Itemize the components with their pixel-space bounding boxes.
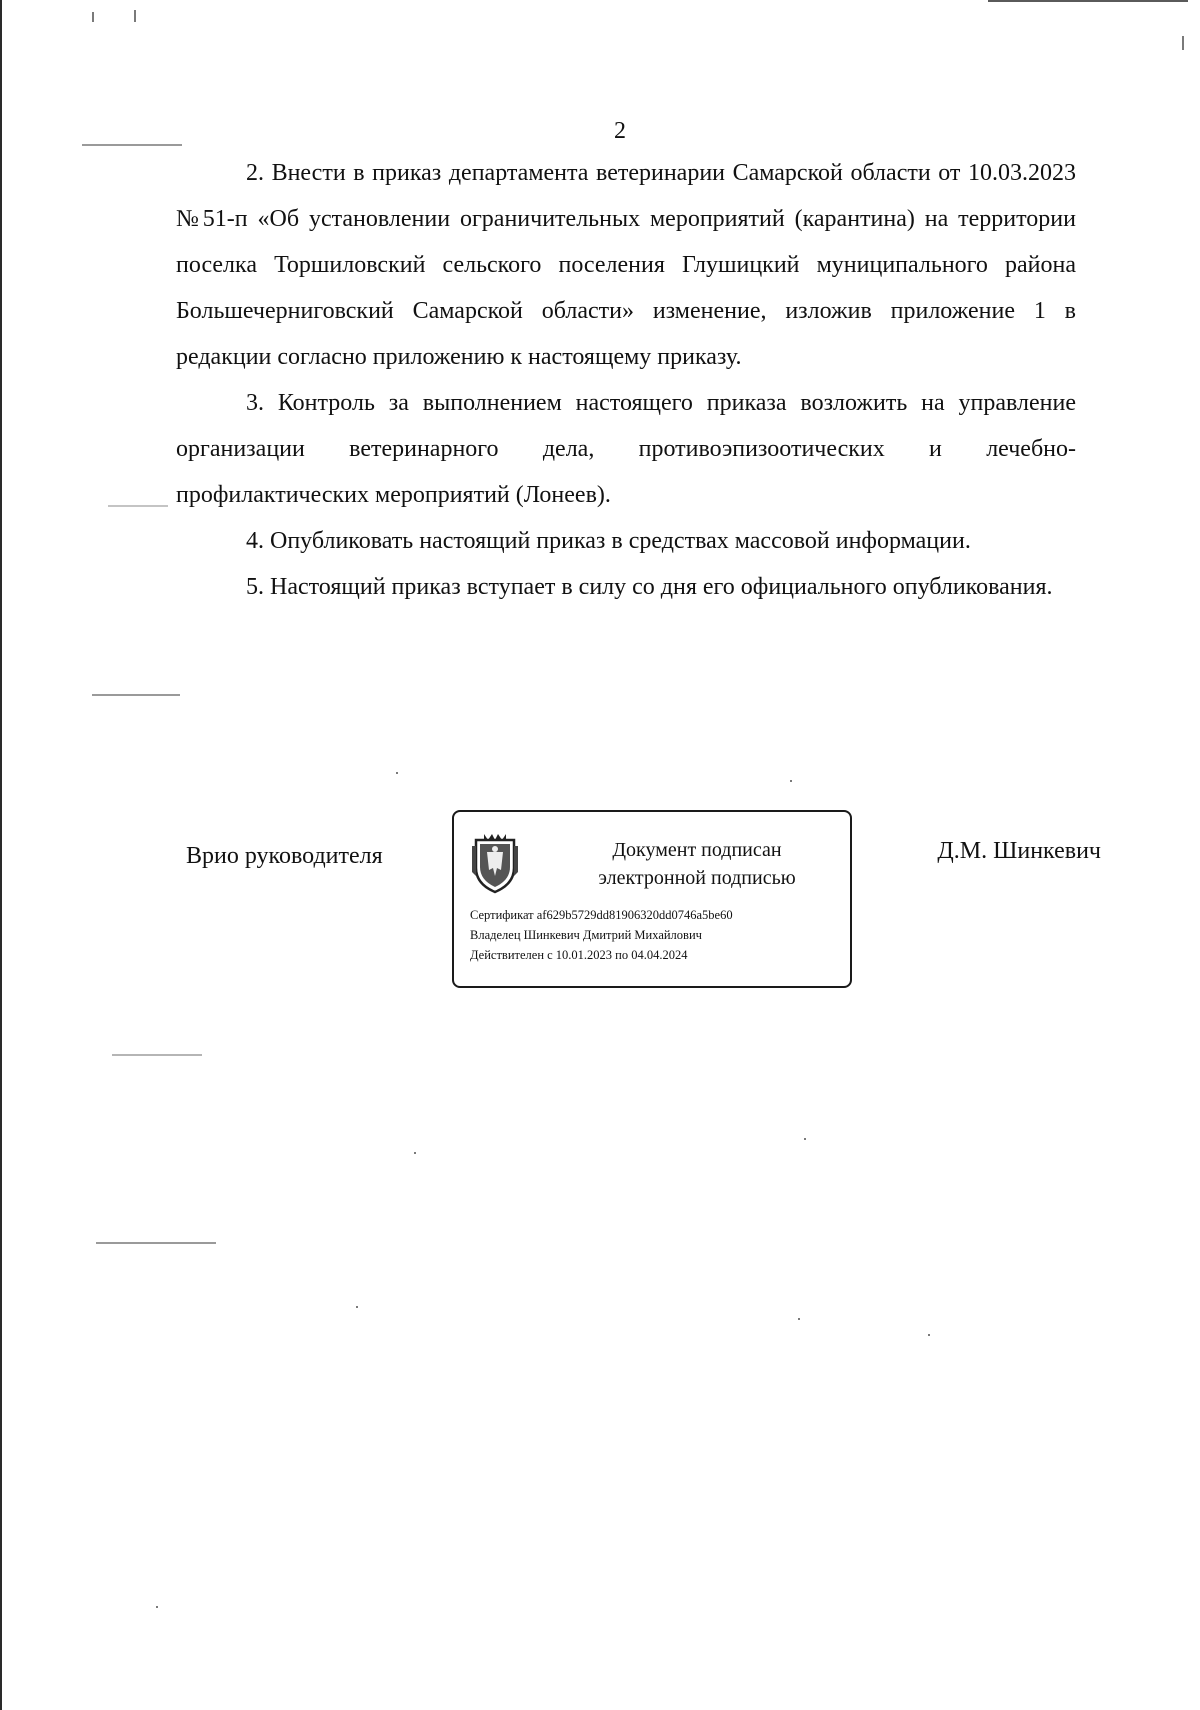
signatory-name: Д.М. Шинкевич	[937, 838, 1101, 864]
scan-speck	[414, 1152, 416, 1154]
stamp-title-line1: Документ подписан	[612, 839, 782, 861]
emblem-svg	[470, 832, 520, 894]
signatory-position: Врио руководителя	[186, 843, 383, 869]
stamp-validity: Действителен с 10.01.2023 по 04.04.2024	[470, 948, 688, 962]
scan-artifact	[96, 1242, 216, 1244]
scan-artifact	[108, 505, 168, 507]
page-number: 2	[614, 118, 626, 144]
scan-speck	[798, 1318, 800, 1320]
order-body	[176, 150, 1076, 610]
stamp-certificate: Сертификат af629b5729dd81906320dd0746a5be60	[470, 908, 733, 922]
scan-speck	[804, 1138, 806, 1140]
scan-artifact	[988, 0, 1188, 2]
paragraph-5: 5. Настоящий приказ вступает в силу со дня его официального опубликования.	[246, 574, 1053, 600]
stamp-owner: Владелец Шинкевич Дмитрий Михайлович	[470, 928, 702, 942]
scan-speck	[928, 1334, 930, 1336]
stamp-title	[572, 836, 822, 892]
scan-speck	[92, 12, 94, 22]
stamp-title-line2: электронной подписью	[598, 867, 796, 889]
scan-artifact	[112, 1054, 202, 1056]
electronic-signature-stamp	[452, 810, 852, 988]
scan-speck	[1182, 36, 1184, 50]
scan-speck	[356, 1306, 358, 1308]
scan-speck	[156, 1606, 158, 1608]
scan-speck	[134, 10, 136, 22]
stamp-details	[470, 905, 733, 965]
scan-speck	[396, 772, 398, 774]
samara-coat-of-arms-icon	[470, 832, 520, 894]
paragraph-3: 3. Контроль за выполнением настоящего приказа возложить на управление организации ветеринарного дела, противоэпизоотических и лечебно-профилактических мероприятий (Лонеев).	[176, 390, 1076, 508]
paragraph-2: 2. Внести в приказ департамента ветеринарии Самарской области от 10.03.2023 №51-п «Об установлении ограничительных мероприятий (карантина) на территории поселка Торшиловский сельского поселения Глушицкий муниципального района Большечерниговский Самарской области» изменение, изложив приложение 1 в редакции согласно приложению к настоящему приказу.	[176, 160, 1076, 370]
paragraph-4: 4. Опубликовать настоящий приказ в средствах массовой информации.	[246, 528, 971, 554]
scan-left-edge	[0, 0, 2, 1710]
scan-speck	[790, 780, 792, 782]
scan-artifact	[92, 694, 180, 696]
scan-artifact	[82, 144, 182, 146]
